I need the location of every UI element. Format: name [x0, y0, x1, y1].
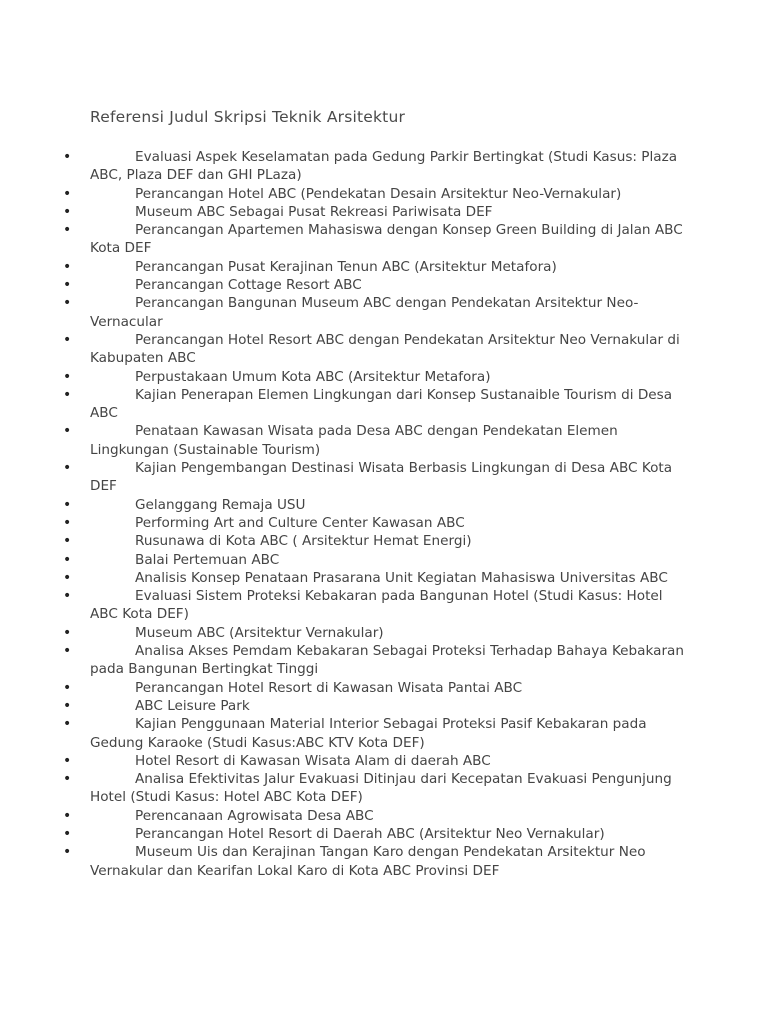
- reference-title: Performing Art and Culture Center Kawasan ABC: [135, 514, 465, 531]
- bullet-icon: •: [63, 460, 72, 477]
- reference-title: Kajian Pengembangan Destinasi Wisata Berbasis Lingkungan di Desa ABC Kota DEF: [90, 460, 673, 495]
- list-item: [0, 422, 690, 459]
- reference-title: Perancangan Cottage Resort ABC: [135, 277, 362, 294]
- bullet-icon: •: [63, 752, 72, 769]
- reference-title: Analisa Akses Pemdam Kebakaran Sebagai Proteksi Terhadap Bahaya Kebakaran pada Bangunan Bertingkat Tinggi: [90, 643, 685, 678]
- list-item: [0, 276, 690, 294]
- bullet-icon: •: [63, 588, 72, 605]
- reference-title: Analisa Efektivitas Jalur Evakuasi Ditinjau dari Kecepatan Evakuasi Pengunjung Hotel (Studi Kasus: Hotel ABC Kota DEF): [90, 771, 672, 806]
- reference-title: Kajian Penerapan Elemen Lingkungan dari Konsep Sustanaible Tourism di Desa ABC: [90, 386, 673, 422]
- list-item: [0, 203, 690, 221]
- reference-title: Evaluasi Sistem Proteksi Kebakaran pada Bangunan Hotel (Studi Kasus: Hotel ABC Kota DEF): [90, 588, 663, 623]
- reference-title: Hotel Resort di Kawasan Wisata Alam di daerah ABC: [135, 752, 491, 769]
- list-item: [0, 770, 690, 807]
- bullet-icon: •: [63, 295, 72, 312]
- reference-title: Evaluasi Aspek Keselamatan pada Gedung Parkir Bertingkat (Studi Kasus: Plaza ABC, Plaza DEF dan GHI PLaza): [90, 149, 678, 184]
- list-item: [0, 551, 690, 569]
- bullet-icon: •: [63, 368, 72, 385]
- list-item: [0, 807, 690, 825]
- reference-title: Perancangan Hotel ABC (Pendekatan Desain Arsitektur Neo-Vernakular): [135, 185, 622, 202]
- reference-title: Perancangan Hotel Resort ABC dengan Pendekatan Arsitektur Neo Vernakular di Kabupaten ABC: [90, 331, 680, 367]
- bullet-icon: •: [63, 203, 72, 220]
- bullet-icon: •: [63, 716, 72, 733]
- bullet-icon: •: [63, 551, 72, 568]
- list-item: [0, 843, 690, 880]
- list-item: [0, 258, 690, 276]
- reference-title: Gelanggang Remaja USU: [135, 496, 306, 513]
- list-item: [0, 624, 690, 642]
- reference-title: Museum ABC (Arsitektur Vernakular): [135, 624, 384, 641]
- reference-title: Perancangan Apartemen Mahasiswa dengan Konsep Green Building di Jalan ABC Kota DEF: [90, 222, 683, 257]
- reference-title: Perencanaan Agrowisata Desa ABC: [135, 807, 374, 824]
- list-item: [0, 185, 690, 203]
- reference-title: Perancangan Hotel Resort di Daerah ABC (Arsitektur Neo Vernakular): [135, 825, 605, 842]
- list-item: [0, 587, 690, 624]
- bullet-icon: •: [63, 533, 72, 550]
- reference-title: Perancangan Bangunan Museum ABC dengan Pendekatan Arsitektur Neo-Vernacular: [90, 295, 639, 330]
- bullet-icon: •: [63, 825, 72, 842]
- list-item: [0, 331, 690, 368]
- list-item: [0, 715, 690, 752]
- reference-title: Museum ABC Sebagai Pusat Rekreasi Pariwisata DEF: [135, 203, 493, 220]
- list-item: [0, 459, 690, 496]
- reference-title: ABC Leisure Park: [135, 697, 250, 714]
- bullet-icon: •: [63, 771, 72, 788]
- list-item: [0, 294, 690, 331]
- bullet-icon: •: [63, 222, 72, 239]
- bullet-icon: •: [63, 643, 72, 660]
- list-item: [0, 569, 690, 587]
- document-title: Referensi Judul Skripsi Teknik Arsitektur: [90, 108, 406, 126]
- list-item: [0, 679, 690, 697]
- list-item: [0, 496, 690, 514]
- list-item: [0, 148, 690, 185]
- bullet-icon: •: [63, 386, 72, 403]
- reference-title: Penataan Kawasan Wisata pada Desa ABC dengan Pendekatan Elemen Lingkungan (Sustainable Tourism): [90, 423, 618, 458]
- list-item: [0, 697, 690, 715]
- list-item: [0, 825, 690, 843]
- bullet-icon: •: [63, 277, 72, 294]
- reference-list: [0, 148, 768, 880]
- bullet-icon: •: [63, 331, 72, 348]
- list-item: [0, 752, 690, 770]
- bullet-icon: •: [63, 423, 72, 440]
- bullet-icon: •: [63, 697, 72, 714]
- bullet-icon: •: [63, 569, 72, 586]
- reference-title: Analisis Konsep Penataan Prasarana Unit Kegiatan Mahasiswa Universitas ABC: [135, 569, 668, 586]
- list-item: [0, 532, 690, 550]
- list-item: [0, 386, 690, 423]
- reference-title: Rusunawa di Kota ABC ( Arsitektur Hemat Energi): [135, 533, 472, 550]
- bullet-icon: •: [63, 149, 72, 165]
- bullet-icon: •: [63, 496, 72, 513]
- reference-title: Perancangan Hotel Resort di Kawasan Wisata Pantai ABC: [135, 679, 523, 696]
- reference-title: Kajian Penggunaan Material Interior Sebagai Proteksi Pasif Kebakaran pada Gedung Karaoke (Studi Kasus:ABC KTV Kota DEF): [90, 716, 647, 751]
- list-item: [0, 368, 690, 386]
- bullet-icon: •: [63, 807, 72, 824]
- bullet-icon: •: [63, 185, 72, 202]
- bullet-icon: •: [63, 844, 72, 861]
- bullet-icon: •: [63, 514, 72, 531]
- reference-title: Museum Uis dan Kerajinan Tangan Karo dengan Pendekatan Arsitektur Neo Vernakular dan Kearifan Lokal Karo di Kota ABC Provinsi DEF: [90, 844, 646, 879]
- bullet-icon: •: [63, 679, 72, 696]
- reference-title: Perancangan Pusat Kerajinan Tenun ABC (Arsitektur Metafora): [135, 258, 557, 275]
- bullet-icon: •: [63, 624, 72, 641]
- list-item: [0, 642, 690, 679]
- bullet-icon: •: [63, 258, 72, 275]
- reference-title: Balai Pertemuan ABC: [135, 551, 280, 568]
- reference-title: Perpustakaan Umum Kota ABC (Arsitektur Metafora): [135, 368, 491, 385]
- list-item: [0, 514, 690, 532]
- list-item: [0, 221, 690, 258]
